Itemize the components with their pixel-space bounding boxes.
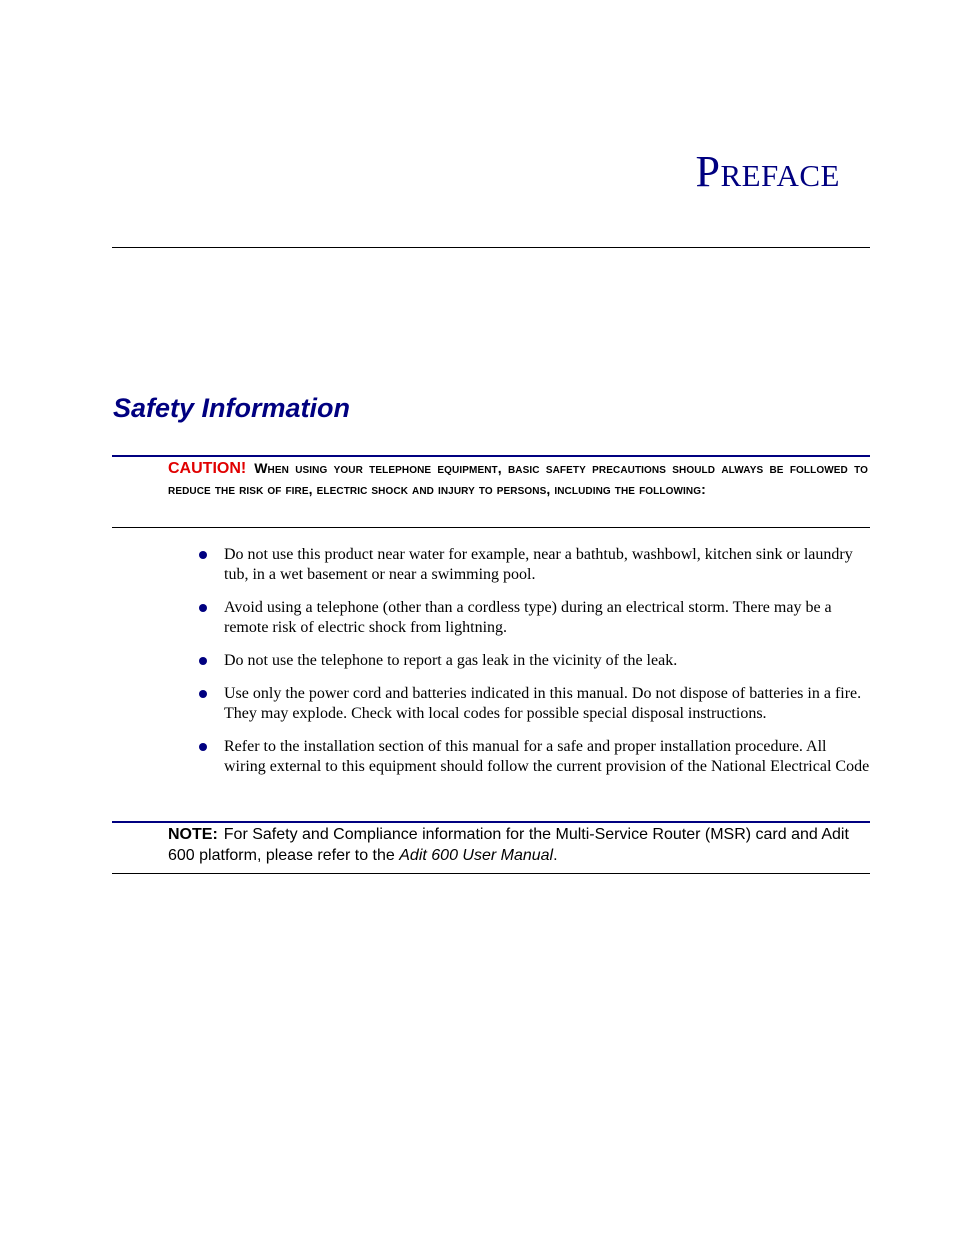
safety-list bbox=[196, 545, 870, 790]
caution-label: CAUTION! bbox=[168, 460, 247, 477]
title-divider bbox=[112, 247, 870, 248]
note-text: For Safety and Compliance information for the Multi-Service Router (MSR) card and Adit 600 platform, please refer to the bbox=[168, 826, 849, 864]
list-item bbox=[196, 598, 870, 638]
bullet-icon bbox=[199, 743, 207, 751]
note-manual-title: Adit 600 User Manual bbox=[399, 847, 554, 864]
list-item bbox=[196, 651, 870, 671]
note-bottom-divider bbox=[112, 873, 870, 874]
note-box bbox=[168, 824, 870, 866]
section-heading: Safety Information bbox=[113, 393, 351, 423]
list-item-text: Avoid using a telephone (other than a cordless type) during an electrical storm. There may be a remote risk of electric shock from lightning. bbox=[224, 599, 832, 636]
bullet-icon bbox=[199, 657, 207, 665]
caution-box bbox=[168, 458, 868, 499]
note-label: NOTE: bbox=[168, 826, 218, 843]
list-item bbox=[196, 545, 870, 585]
caution-bottom-divider bbox=[112, 527, 870, 528]
list-item-text: Use only the power cord and batteries indicated in this manual. Do not dispose of batteries in a fire. They may explode. Check with local codes for possible special disposal instructions. bbox=[224, 685, 862, 722]
note-text-end: . bbox=[553, 847, 558, 864]
list-item-text: Refer to the installation section of this manual for a safe and proper installation procedure. All wiring external to this equipment should follow the current provision of the National Electrical Code bbox=[224, 738, 870, 775]
bullet-icon bbox=[199, 604, 207, 612]
chapter-title: Preface bbox=[695, 147, 840, 196]
list-item-text: Do not use this product near water for example, near a bathtub, washbowl, kitchen sink or laundry tub, in a wet basement or near a swimming pool. bbox=[224, 546, 853, 583]
bullet-icon bbox=[199, 690, 207, 698]
list-item bbox=[196, 737, 870, 777]
list-item bbox=[196, 684, 870, 724]
list-item-text: Do not use the telephone to report a gas leak in the vicinity of the leak. bbox=[224, 652, 678, 669]
bullet-icon bbox=[199, 551, 207, 559]
caution-text: When using your telephone equipment, basic safety precautions should always be followed to reduce the risk of fire, electric shock and injury to persons, including the following: bbox=[168, 460, 868, 497]
note-top-divider bbox=[112, 821, 870, 823]
caution-top-divider bbox=[112, 455, 870, 457]
